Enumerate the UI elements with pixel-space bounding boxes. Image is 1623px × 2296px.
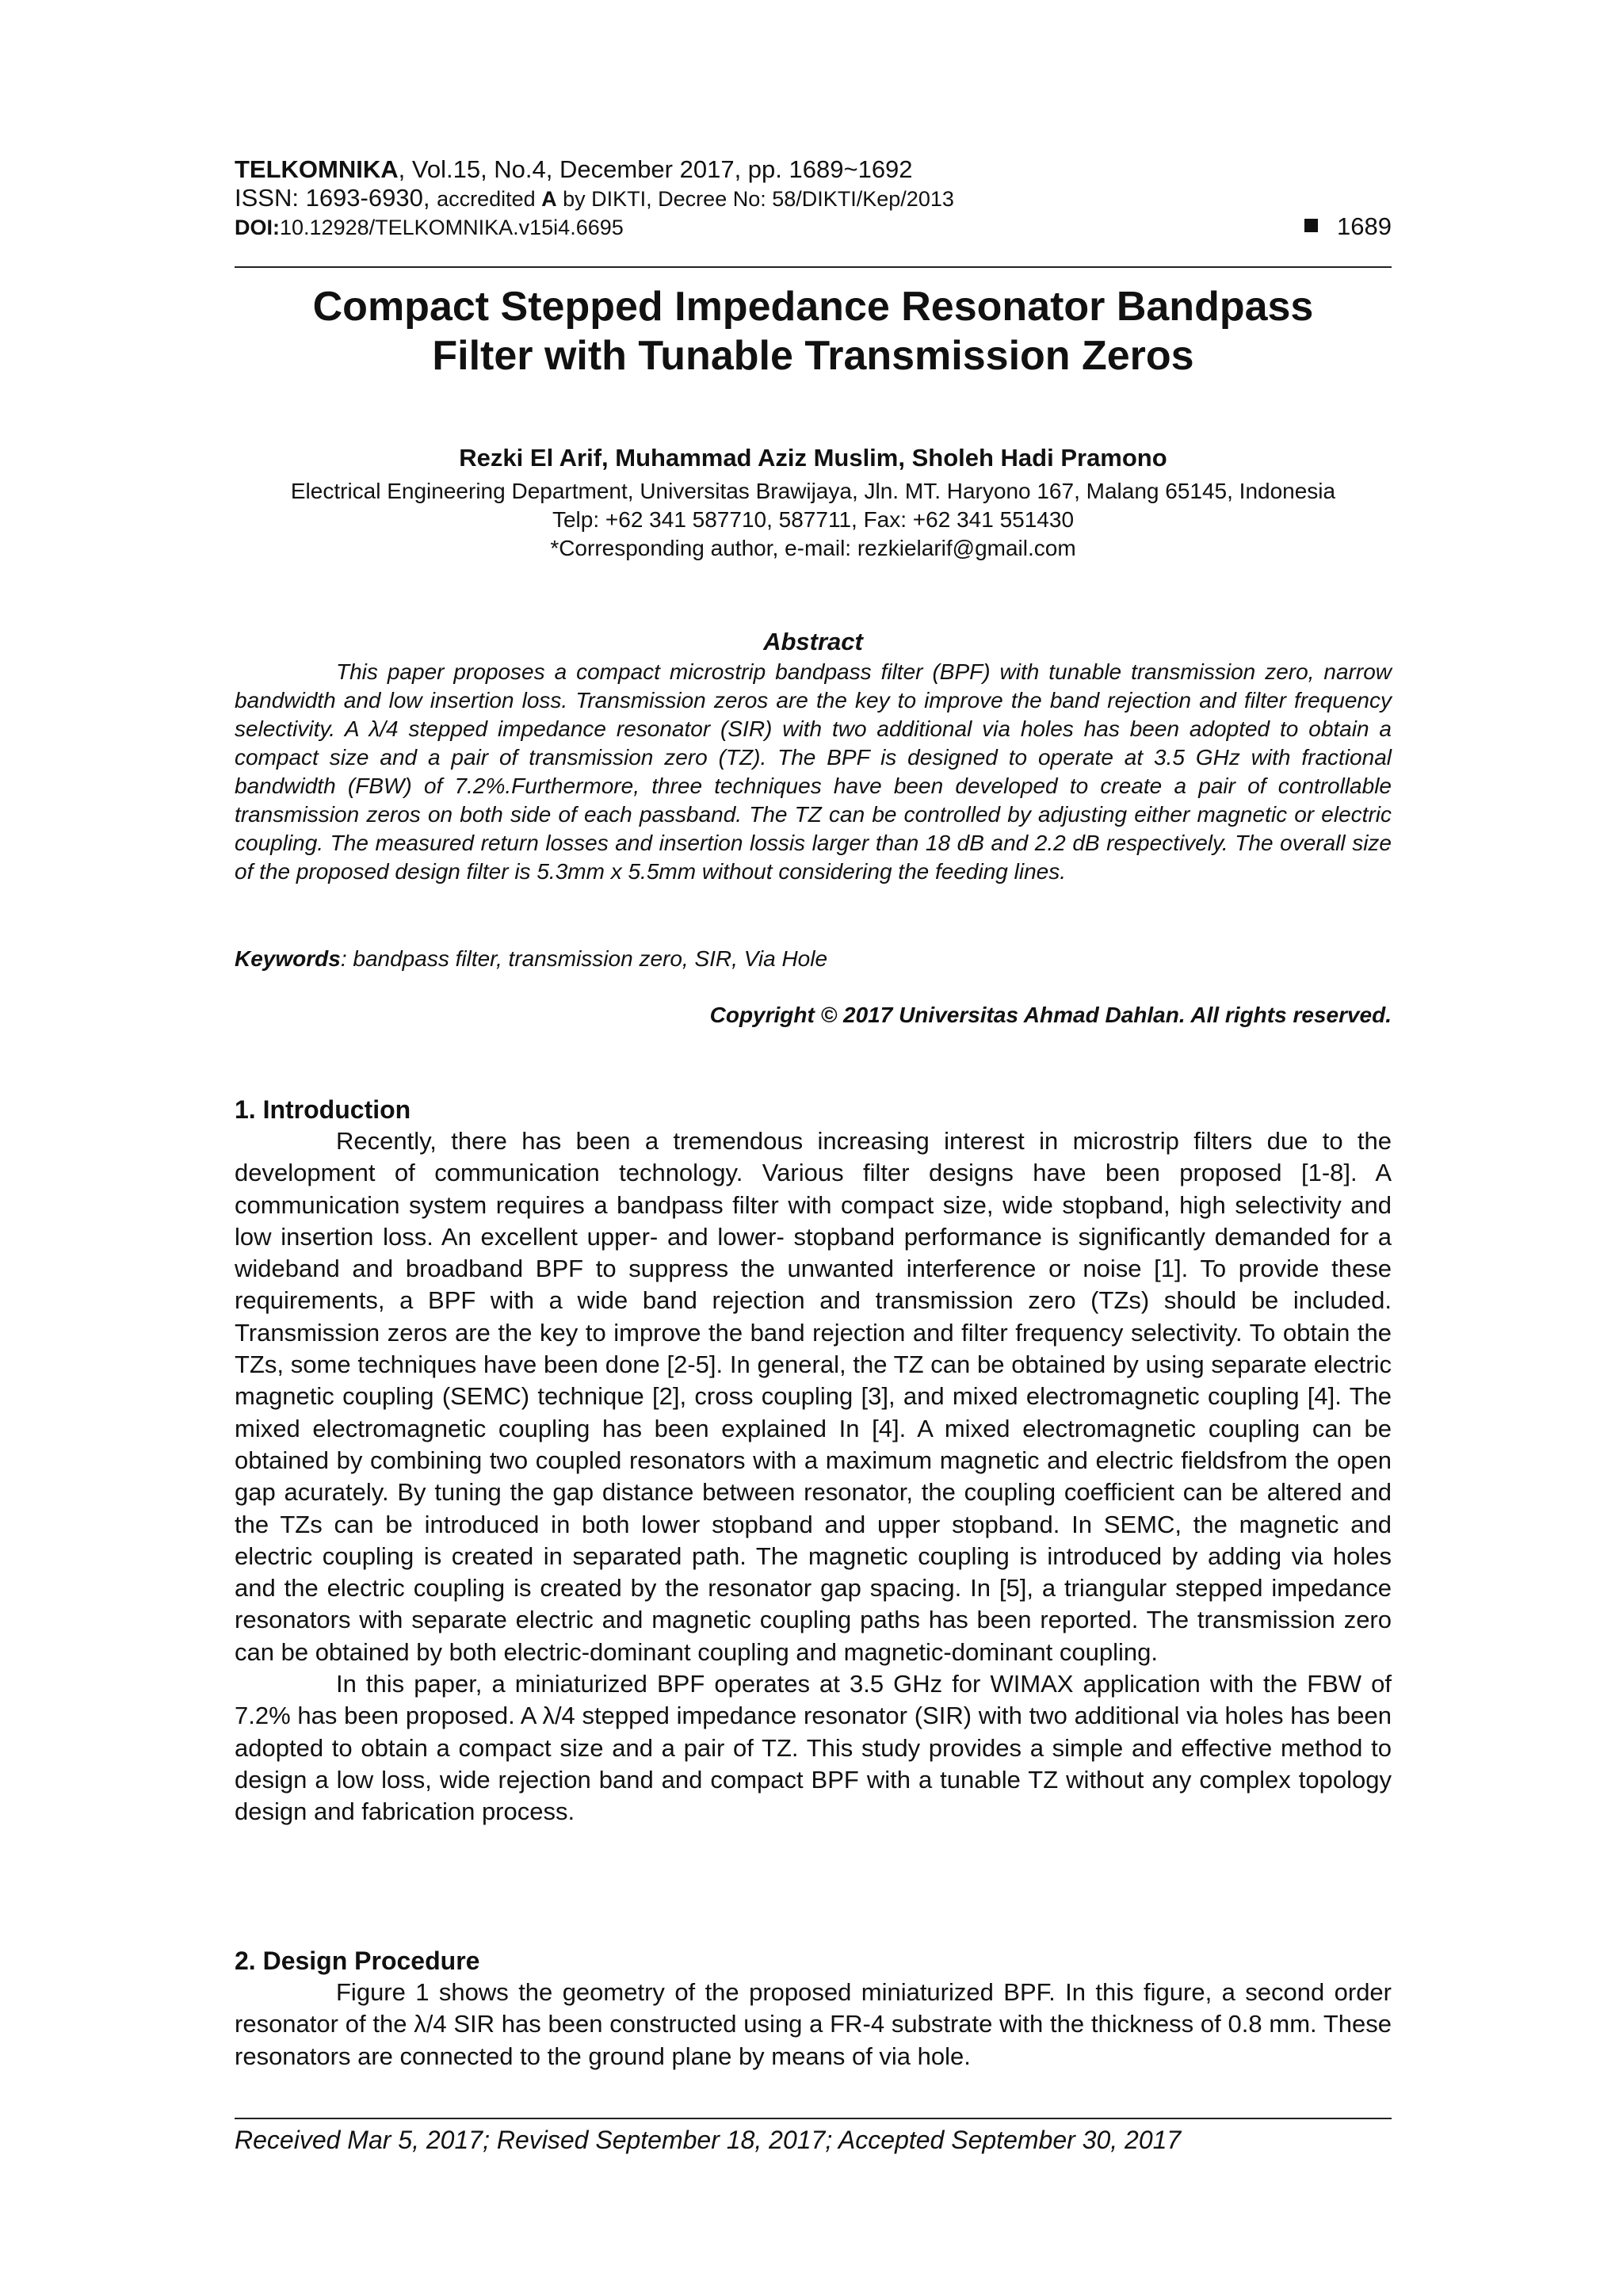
accreditation-text: accredited [437, 187, 542, 211]
paper-title [235, 282, 1392, 380]
design-procedure-body [235, 1977, 1392, 2073]
affiliation-line-1: Electrical Engineering Department, Universitas Brawijaya, Jln. MT. Haryono 167, Malang 65145, Indonesia [290, 479, 1336, 503]
abstract-heading: Abstract [763, 628, 863, 655]
doi-label: DOI: [235, 216, 280, 239]
author-list: Rezki El Arif, Muhammad Aziz Muslim, Sholeh Hadi Pramono [459, 444, 1167, 472]
keywords-text: : bandpass filter, transmission zero, SIR, Via Hole [340, 946, 828, 971]
submission-dates: Received Mar 5, 2017; Revised September 18, 2017; Accepted September 30, 2017 [235, 2126, 1182, 2154]
accreditation-decree: by DIKTI, Decree No: 58/DIKTI/Kep/2013 [556, 187, 954, 211]
doi-value: 10.12928/TELKOMNIKA.v15i4.6695 [280, 216, 624, 239]
footer-divider [235, 2118, 1392, 2119]
journal-issue: , Vol.15, No.4, December 2017, pp. 1689~1692 [398, 155, 913, 183]
keywords-label: Keywords [235, 946, 341, 971]
square-bullet-icon [1304, 219, 1318, 232]
issn-line [235, 184, 1392, 213]
affiliation-line-3: *Corresponding author, e-mail: rezkielarif@gmail.com [550, 536, 1076, 560]
introduction-body [235, 1125, 1392, 1828]
abstract-text: This paper proposes a compact microstrip bandpass filter (BPF) with tunable transmission zero, narrow bandwidth and low insertion loss. Transmission zeros are the key to improve the band rejection and filter frequency selectivity. A λ/4 stepped impedance resonator (SIR) with two additional via holes has been adopted to obtain a compact size and a pair of transmission zero (TZ). The BPF is designed to operate at 3.5 GHz with fractional bandwidth (FBW) of 7.2%.Furthermore, three techniques have been developed to create a pair of controllable transmission zeros on both side of each passband. The TZ can be controlled by adjusting either magnetic or electric coupling. The measured return losses and insertion lossis larger than 18 dB and 2.2 dB respectively. The overall size of the proposed design filter is 5.3mm x 5.5mm without considering the feeding lines. [235, 659, 1392, 884]
journal-name: TELKOMNIKA [235, 155, 399, 183]
affiliation-line-2: Telp: +62 341 587710, 587711, Fax: +62 341 551430 [552, 507, 1075, 532]
copyright-notice: Copyright © 2017 Universitas Ahmad Dahlan. All rights reserved. [709, 1003, 1392, 1027]
page-number [1304, 212, 1392, 241]
affiliation [235, 477, 1392, 563]
issn: ISSN: 1693-6930, [235, 184, 437, 212]
header-divider [235, 266, 1392, 268]
journal-line [235, 155, 1392, 184]
introduction-paragraph-2: In this paper, a miniaturized BPF operates at 3.5 GHz for WIMAX application with the FBW of 7.2% has been proposed. A λ/4 stepped impedance resonator (SIR) with two additional via holes has been adopted to obtain a compact size and a pair of TZ. This study provides a simple and effective method to design a low loss, wide rejection band and compact BPF with a tunable TZ without any complex topology design and fabrication process. [235, 1670, 1392, 1826]
title-line-2: Filter with Tunable Transmission Zeros [432, 333, 1194, 379]
title-line-1: Compact Stepped Impedance Resonator Bandpass [312, 284, 1314, 330]
keywords [235, 945, 1392, 973]
doi-line [235, 213, 1392, 242]
section-heading-design-procedure: 2. Design Procedure [235, 1946, 480, 1975]
introduction-paragraph-1: Recently, there has been a tremendous increasing interest in microstrip filters due to the development of communication technology. Various filter designs have been proposed [1-8]. A communication system requires a bandpass filter with compact size, wide stopband, high selectivity and low insertion loss. An excellent upper- and lower- stopband performance is significantly demanded for a wideband and broadband BPF to suppress the unwanted interference or noise [1]. To provide these requirements, a BPF with a wide band rejection and transmission zero (TZs) should be included. Transmission zeros are the key to improve the band rejection and filter frequency selectivity. To obtain the TZs, some techniques have been done [2-5]. In general, the TZ can be obtained by using separate electric magnetic coupling (SEMC) technique [2], cross coupling [3], and mixed electromagnetic coupling [4]. The mixed electromagnetic coupling has been explained In [4]. A mixed electromagnetic coupling can be obtained by combining two coupled resonators with a maximum magnetic and electric fieldsfrom the open gap acurately. By tuning the gap distance between resonator, the coupling coefficient can be altered and the TZs can be introduced in both lower stopband and upper stopband. In SEMC, the magnetic and electric coupling is created in separated path. The magnetic coupling is introduced by adding via holes and the electric coupling is created by the resonator gap spacing. In [5], a triangular stepped impedance resonators with separate electric and magnetic coupling paths has been reported. The transmission zero can be obtained by both electric-dominant coupling and magnetic-dominant coupling. [235, 1127, 1392, 1666]
accreditation-grade: A [541, 187, 557, 211]
design-procedure-paragraph-1: Figure 1 shows the geometry of the proposed miniaturized BPF. In this figure, a second order resonator of the λ/4 SIR has been constructed using a FR-4 substrate with the thickness of 0.8 mm. These resonators are connected to the ground plane by means of via hole. [235, 1978, 1392, 2070]
section-heading-introduction: 1. Introduction [235, 1095, 411, 1124]
journal-header [235, 155, 1392, 242]
page-number-value: 1689 [1337, 212, 1392, 240]
